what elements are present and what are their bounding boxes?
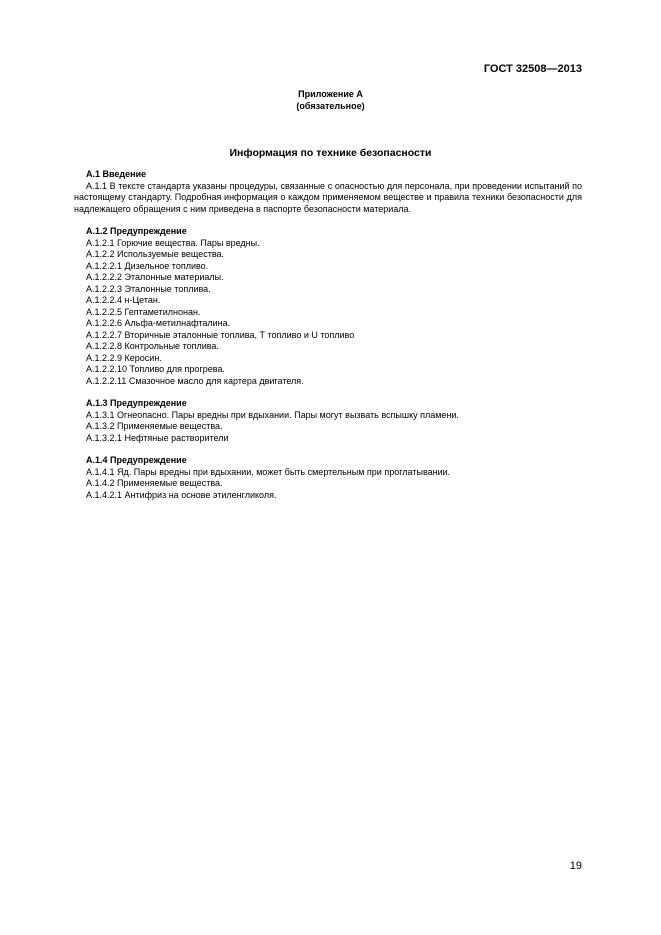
list-item: А.1.2.2.5 Гептаметилнонан. <box>86 306 201 317</box>
section-title: Информация по технике безопасности <box>229 147 432 159</box>
list-item: А.1.2.2.4 н-Цетан. <box>86 295 161 305</box>
list-item: А.1.2.2.11 Смазочное масло для картера двигателя. <box>86 375 304 386</box>
list-item: А.1.2.2 Используемые вещества. <box>86 249 225 259</box>
warning-section-3 <box>74 455 582 501</box>
list-item: А.1.3.1 Огнеопасно. Пары вредны при вдыхании. Пары могут вызвать вспышку пламени. <box>86 409 459 420</box>
list-item: А.1.2.2.10 Топливо для прогрева. <box>86 364 225 374</box>
document-code: ГОСТ 32508—2013 <box>483 63 582 75</box>
page-number: 19 <box>569 860 582 872</box>
intro-heading: А.1 Введение <box>86 169 147 179</box>
warning-heading: А.1.3 Предупреждение <box>86 398 187 408</box>
warning-section-2 <box>74 398 582 444</box>
list-item: А.1.2.1 Горючие вещества. Пары вредны. <box>86 237 260 248</box>
list-item: А.1.4.2.1 Антифриз на основе этиленгликоля. <box>86 489 277 500</box>
list-item: А.1.2.2.8 Контрольные топлива. <box>86 341 219 351</box>
list-item: А.1.2.2.2 Эталонные материалы. <box>86 272 224 282</box>
document-body <box>74 169 582 512</box>
annex-header <box>0 88 661 112</box>
list-item: А.1.2.2.9 Керосин. <box>86 352 162 363</box>
list-item: А.1.4.1 Яд. Пары вредны при вдыхании, может быть смертельным при проглатывании. <box>86 466 451 477</box>
annex-title: Приложение А <box>298 89 363 99</box>
annex-status: (обязательное) <box>296 101 365 111</box>
intro-section <box>74 169 582 215</box>
warning-heading: А.1.4 Предупреждение <box>86 455 187 465</box>
list-item: А.1.3.2 Применяемые вещества. <box>86 421 223 431</box>
intro-paragraph: А.1.1 В тексте стандарта указаны процедуры, связанные с опасностью для персонала, при проведении испытаний по настоящему стандарту. Подробная информация о каждом применяемом веществе и правила техники безопасности для надлежащего обращения с ним приведена в паспорте безопасности материала. <box>74 180 582 214</box>
list-item: А.1.2.2.6 Альфа-метилнафталина. <box>86 318 231 328</box>
warning-section-1 <box>74 226 582 387</box>
list-item: А.1.2.2.3 Эталонные топлива. <box>86 283 211 294</box>
warning-heading: А.1.2 Предупреждение <box>86 226 187 236</box>
list-item: А.1.3.2.1 Нефтяные растворители <box>86 432 229 443</box>
list-item: А.1.2.2.1 Дизельное топливо. <box>86 260 209 271</box>
list-item: А.1.4.2 Применяемые вещества. <box>86 478 223 488</box>
list-item: А.1.2.2.7 Вторичные эталонные топлива, Т топливо и U топливо <box>86 329 355 340</box>
